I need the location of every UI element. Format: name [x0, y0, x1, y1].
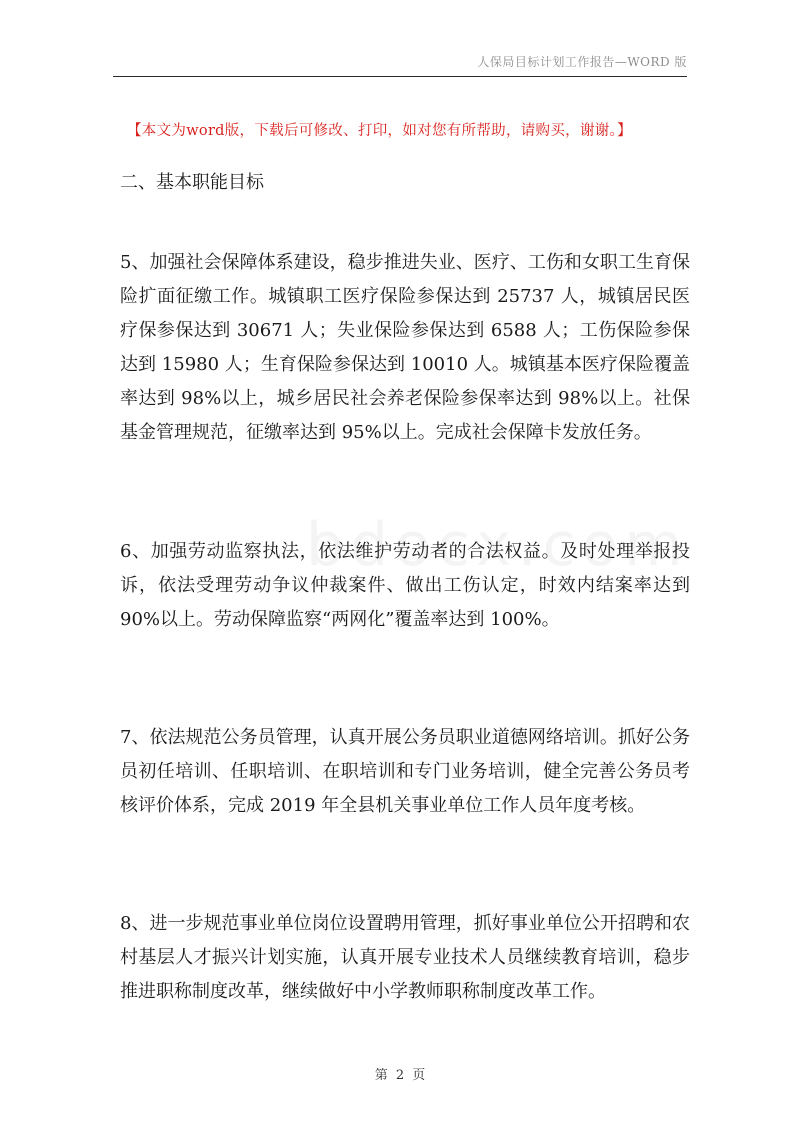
- page-footer: [0, 1064, 800, 1083]
- page-number: 2: [395, 1068, 405, 1083]
- paragraph-5: 5、加强社会保障体系建设，稳步推进失业、医疗、工伤和女职工生育保险扩面征缴工作。城镇职工医疗保险参保达到 25737 人，城镇居民医疗保参保达到 30671 人；失业保险参保达到 6588 人；工伤保险参保达到 15980 人；生育保险参保达到 10010 人。城镇基本医疗保险覆盖率达到 98%以上，城乡居民社会养老保险参保率达到 98%以上。社保基金管理规范，征缴率达到 95%以上。完成社会保障卡发放任务。: [120, 252, 690, 443]
- header-divider: [113, 76, 687, 77]
- paragraph-6: 6、加强劳动监察执法，依法维护劳动者的合法权益。及时处理举报投诉，依法受理劳动争议仲裁案件、做出工伤认定，时效内结案率达到 90%以上。劳动保障监察“两网化”覆盖率达到 100%。: [120, 541, 690, 630]
- watermark: [306, 510, 689, 580]
- paragraph-8: 8、进一步规范事业单位岗位设置聘用管理，抓好事业单位公开招聘和农村基层人才振兴计划实施，认真开展专业技术人员继续教育培训，稳步推进职称制度改革，继续做好中小学教师职称制度改革工作。: [120, 913, 690, 1002]
- page-prefix: 第: [374, 1068, 388, 1083]
- purchase-notice: 【本文为word版，下载后可修改、打印，如对您有所帮助，请购买，谢谢。】: [127, 123, 632, 139]
- paragraph-7: 7、依法规范公务员管理，认真开展公务员职业道德网络培训。抓好公务员初任培训、任职培训、在职培训和专门业务培训，健全完善公务员考核评价体系，完成 2019 年全县机关事业单位工作人员年度考核。: [120, 727, 690, 816]
- section-heading: 二、基本职能目标: [120, 172, 264, 193]
- page-suffix: 页: [412, 1068, 426, 1083]
- header-title: 人保局目标计划工作报告—WORD 版: [477, 55, 687, 69]
